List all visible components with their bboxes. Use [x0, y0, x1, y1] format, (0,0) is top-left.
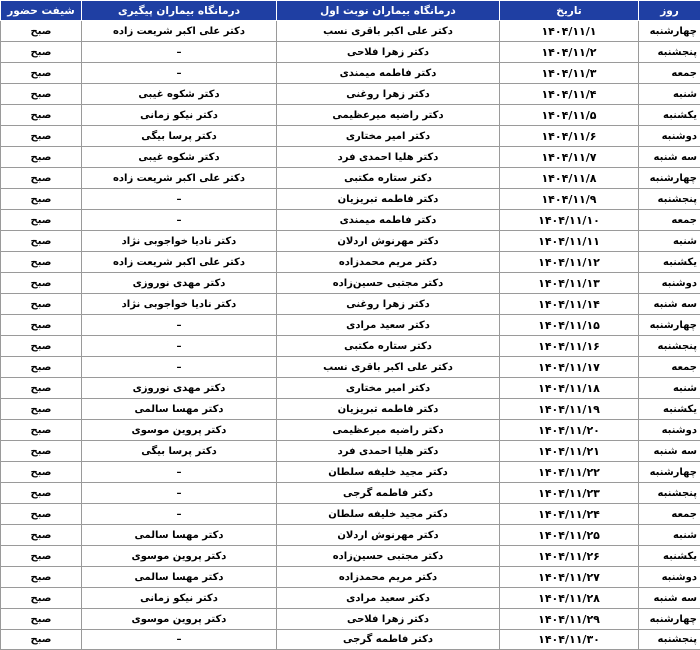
table-row	[1, 357, 700, 378]
table-body	[1, 21, 700, 650]
shift-cell: صبح	[1, 273, 82, 294]
day-cell: شنبه	[639, 231, 700, 252]
date-cell: ۱۴۰۴/۱۱/۱۴	[500, 294, 639, 315]
shift-cell: صبح	[1, 147, 82, 168]
follow-up-doctor-cell: –	[82, 42, 277, 63]
table-row	[1, 147, 700, 168]
first-visit-doctor-cell: دکتر علی اکبر باقری نسب	[277, 21, 500, 42]
table-row	[1, 315, 700, 336]
first-visit-doctor-cell: دکتر فاطمه میمندی	[277, 210, 500, 231]
first-visit-doctor-cell: دکتر فاطمه گرجی	[277, 483, 500, 504]
date-cell: ۱۴۰۴/۱۱/۲	[500, 42, 639, 63]
day-cell: یکشنبه	[639, 252, 700, 273]
day-cell: دوشنبه	[639, 273, 700, 294]
first-visit-doctor-cell: دکتر هلیا احمدی فرد	[277, 441, 500, 462]
date-cell: ۱۴۰۴/۱۱/۱۹	[500, 399, 639, 420]
shift-cell: صبح	[1, 21, 82, 42]
first-visit-doctor-cell: دکتر مجتبی حسین‌زاده	[277, 273, 500, 294]
first-visit-doctor-cell: دکتر مجید خلیفه سلطان	[277, 462, 500, 483]
date-cell: ۱۴۰۴/۱۱/۲۰	[500, 420, 639, 441]
day-cell: دوشنبه	[639, 420, 700, 441]
first-visit-doctor-cell: دکتر زهرا روغنی	[277, 294, 500, 315]
day-cell: پنجشنبه	[639, 336, 700, 357]
follow-up-doctor-cell: –	[82, 315, 277, 336]
follow-up-doctor-cell: دکتر علی اکبر شریعت زاده	[82, 21, 277, 42]
table-row	[1, 609, 700, 630]
table-row	[1, 567, 700, 588]
table-row	[1, 336, 700, 357]
follow-up-doctor-cell: دکتر نیکو زمانی	[82, 105, 277, 126]
day-cell: جمعه	[639, 357, 700, 378]
follow-up-doctor-cell: دکتر مهسا سالمی	[82, 399, 277, 420]
date-cell: ۱۴۰۴/۱۱/۱۱	[500, 231, 639, 252]
shift-cell: صبح	[1, 105, 82, 126]
first-visit-doctor-cell: دکتر راضیه میرعظیمی	[277, 105, 500, 126]
first-visit-doctor-cell: دکتر زهرا فلاحی	[277, 42, 500, 63]
day-cell: سه شنبه	[639, 588, 700, 609]
table-row	[1, 546, 700, 567]
date-cell: ۱۴۰۴/۱۱/۲۸	[500, 588, 639, 609]
first-visit-doctor-cell: دکتر ستاره مکتبی	[277, 336, 500, 357]
day-cell: پنجشنبه	[639, 42, 700, 63]
date-cell: ۱۴۰۴/۱۱/۶	[500, 126, 639, 147]
date-cell: ۱۴۰۴/۱۱/۲۵	[500, 525, 639, 546]
day-cell: شنبه	[639, 378, 700, 399]
follow-up-doctor-cell: –	[82, 189, 277, 210]
shift-cell: صبح	[1, 84, 82, 105]
table-row	[1, 42, 700, 63]
day-cell: شنبه	[639, 525, 700, 546]
day-cell: شنبه	[639, 84, 700, 105]
first-visit-doctor-cell: دکتر فاطمه گرجی	[277, 630, 500, 650]
table-header	[1, 1, 700, 21]
follow-up-doctor-cell: –	[82, 483, 277, 504]
follow-up-doctor-cell: –	[82, 210, 277, 231]
table-row	[1, 420, 700, 441]
first-visit-doctor-cell: دکتر سعید مرادی	[277, 315, 500, 336]
first-visit-doctor-cell: دکتر زهرا فلاحی	[277, 609, 500, 630]
follow-up-doctor-cell: –	[82, 504, 277, 525]
shift-cell: صبح	[1, 294, 82, 315]
date-cell: ۱۴۰۴/۱۱/۲۴	[500, 504, 639, 525]
follow-up-doctor-cell: دکتر پروین موسوی	[82, 609, 277, 630]
follow-up-doctor-cell: دکتر نیکو زمانی	[82, 588, 277, 609]
header-date: تاریخ	[500, 1, 639, 21]
shift-cell: صبح	[1, 525, 82, 546]
date-cell: ۱۴۰۴/۱۱/۸	[500, 168, 639, 189]
follow-up-doctor-cell: دکتر پرسا بیگی	[82, 126, 277, 147]
shift-cell: صبح	[1, 567, 82, 588]
shift-cell: صبح	[1, 588, 82, 609]
table-row	[1, 84, 700, 105]
follow-up-doctor-cell: دکتر پروین موسوی	[82, 546, 277, 567]
follow-up-doctor-cell: –	[82, 357, 277, 378]
date-cell: ۱۴۰۴/۱۱/۱	[500, 21, 639, 42]
table-row	[1, 588, 700, 609]
table-row	[1, 630, 700, 650]
table-row	[1, 231, 700, 252]
table-row	[1, 105, 700, 126]
first-visit-doctor-cell: دکتر راضیه میرعظیمی	[277, 420, 500, 441]
first-visit-doctor-cell: دکتر فاطمه تبریزیان	[277, 399, 500, 420]
shift-cell: صبح	[1, 168, 82, 189]
date-cell: ۱۴۰۴/۱۱/۳	[500, 63, 639, 84]
follow-up-doctor-cell: –	[82, 630, 277, 650]
shift-cell: صبح	[1, 126, 82, 147]
follow-up-doctor-cell: دکتر مهسا سالمی	[82, 525, 277, 546]
follow-up-doctor-cell: دکتر علی اکبر شریعت زاده	[82, 252, 277, 273]
table-row	[1, 21, 700, 42]
date-cell: ۱۴۰۴/۱۱/۱۰	[500, 210, 639, 231]
date-cell: ۱۴۰۴/۱۱/۳۰	[500, 630, 639, 650]
day-cell: جمعه	[639, 504, 700, 525]
first-visit-doctor-cell: دکتر مریم محمدزاده	[277, 252, 500, 273]
first-visit-doctor-cell: دکتر مجید خلیفه سلطان	[277, 504, 500, 525]
date-cell: ۱۴۰۴/۱۱/۱۶	[500, 336, 639, 357]
shift-cell: صبح	[1, 63, 82, 84]
table-row	[1, 63, 700, 84]
first-visit-doctor-cell: دکتر مریم محمدزاده	[277, 567, 500, 588]
table-row	[1, 504, 700, 525]
date-cell: ۱۴۰۴/۱۱/۲۱	[500, 441, 639, 462]
date-cell: ۱۴۰۴/۱۱/۱۲	[500, 252, 639, 273]
first-visit-doctor-cell: دکتر مهرنوش اردلان	[277, 231, 500, 252]
day-cell: چهارشنبه	[639, 21, 700, 42]
day-cell: چهارشنبه	[639, 315, 700, 336]
first-visit-doctor-cell: دکتر ستاره مکتبی	[277, 168, 500, 189]
table-row	[1, 462, 700, 483]
header-shift: شیفت حضور	[1, 1, 82, 21]
day-cell: جمعه	[639, 63, 700, 84]
day-cell: سه شنبه	[639, 294, 700, 315]
first-visit-doctor-cell: دکتر امیر مختاری	[277, 126, 500, 147]
shift-cell: صبح	[1, 252, 82, 273]
day-cell: جمعه	[639, 210, 700, 231]
shift-cell: صبح	[1, 189, 82, 210]
follow-up-doctor-cell: دکتر مهدی نوروزی	[82, 378, 277, 399]
day-cell: یکشنبه	[639, 105, 700, 126]
date-cell: ۱۴۰۴/۱۱/۲۷	[500, 567, 639, 588]
first-visit-doctor-cell: دکتر مهرنوش اردلان	[277, 525, 500, 546]
shift-cell: صبح	[1, 462, 82, 483]
table-row	[1, 441, 700, 462]
date-cell: ۱۴۰۴/۱۱/۱۷	[500, 357, 639, 378]
day-cell: چهارشنبه	[639, 609, 700, 630]
follow-up-doctor-cell: دکتر شکوه غیبی	[82, 84, 277, 105]
date-cell: ۱۴۰۴/۱۱/۲۲	[500, 462, 639, 483]
first-visit-doctor-cell: دکتر سعید مرادی	[277, 588, 500, 609]
shift-cell: صبح	[1, 546, 82, 567]
date-cell: ۱۴۰۴/۱۱/۱۸	[500, 378, 639, 399]
shift-cell: صبح	[1, 315, 82, 336]
shift-cell: صبح	[1, 399, 82, 420]
date-cell: ۱۴۰۴/۱۱/۲۹	[500, 609, 639, 630]
follow-up-doctor-cell: دکتر پروین موسوی	[82, 420, 277, 441]
day-cell: چهارشنبه	[639, 462, 700, 483]
follow-up-doctor-cell: دکتر مهسا سالمی	[82, 567, 277, 588]
date-cell: ۱۴۰۴/۱۱/۱۵	[500, 315, 639, 336]
first-visit-doctor-cell: دکتر علی اکبر باقری نسب	[277, 357, 500, 378]
date-cell: ۱۴۰۴/۱۱/۴	[500, 84, 639, 105]
day-cell: یکشنبه	[639, 399, 700, 420]
header-day: روز	[639, 1, 700, 21]
date-cell: ۱۴۰۴/۱۱/۲۳	[500, 483, 639, 504]
first-visit-doctor-cell: دکتر فاطمه میمندی	[277, 63, 500, 84]
shift-cell: صبح	[1, 357, 82, 378]
header-follow-up-clinic: درمانگاه بیماران پیگیری	[82, 1, 277, 21]
shift-cell: صبح	[1, 609, 82, 630]
shift-cell: صبح	[1, 441, 82, 462]
day-cell: چهارشنبه	[639, 168, 700, 189]
shift-cell: صبح	[1, 630, 82, 650]
follow-up-doctor-cell: –	[82, 63, 277, 84]
table-row	[1, 273, 700, 294]
shift-cell: صبح	[1, 210, 82, 231]
first-visit-doctor-cell: دکتر مجتبی حسین‌زاده	[277, 546, 500, 567]
day-cell: یکشنبه	[639, 546, 700, 567]
shift-cell: صبح	[1, 420, 82, 441]
first-visit-doctor-cell: دکتر هلیا احمدی فرد	[277, 147, 500, 168]
table-row	[1, 168, 700, 189]
follow-up-doctor-cell: –	[82, 462, 277, 483]
day-cell: دوشنبه	[639, 567, 700, 588]
shift-cell: صبح	[1, 378, 82, 399]
follow-up-doctor-cell: دکتر علی اکبر شریعت زاده	[82, 168, 277, 189]
shift-cell: صبح	[1, 483, 82, 504]
table-row	[1, 483, 700, 504]
first-visit-doctor-cell: دکتر فاطمه تبریزیان	[277, 189, 500, 210]
table-row	[1, 399, 700, 420]
follow-up-doctor-cell: –	[82, 336, 277, 357]
day-cell: دوشنبه	[639, 126, 700, 147]
date-cell: ۱۴۰۴/۱۱/۹	[500, 189, 639, 210]
day-cell: پنجشنبه	[639, 483, 700, 504]
date-cell: ۱۴۰۴/۱۱/۲۶	[500, 546, 639, 567]
follow-up-doctor-cell: دکتر پرسا بیگی	[82, 441, 277, 462]
table-row	[1, 252, 700, 273]
day-cell: پنجشنبه	[639, 630, 700, 650]
follow-up-doctor-cell: دکتر نادیا خواجوبی نژاد	[82, 231, 277, 252]
shift-cell: صبح	[1, 504, 82, 525]
day-cell: پنجشنبه	[639, 189, 700, 210]
table-row	[1, 210, 700, 231]
table-row	[1, 126, 700, 147]
follow-up-doctor-cell: دکتر نادیا خواجوبی نژاد	[82, 294, 277, 315]
day-cell: سه شنبه	[639, 441, 700, 462]
shift-cell: صبح	[1, 231, 82, 252]
shift-cell: صبح	[1, 336, 82, 357]
first-visit-doctor-cell: دکتر امیر مختاری	[277, 378, 500, 399]
day-cell: سه شنبه	[639, 147, 700, 168]
table-row	[1, 189, 700, 210]
table-row	[1, 525, 700, 546]
shift-cell: صبح	[1, 42, 82, 63]
header-row	[1, 1, 700, 21]
follow-up-doctor-cell: دکتر شکوه غیبی	[82, 147, 277, 168]
first-visit-doctor-cell: دکتر زهرا روغنی	[277, 84, 500, 105]
date-cell: ۱۴۰۴/۱۱/۱۳	[500, 273, 639, 294]
header-first-visit-clinic: درمانگاه بیماران نوبت اول	[277, 1, 500, 21]
table-row	[1, 378, 700, 399]
date-cell: ۱۴۰۴/۱۱/۵	[500, 105, 639, 126]
follow-up-doctor-cell: دکتر مهدی نوروزی	[82, 273, 277, 294]
date-cell: ۱۴۰۴/۱۱/۷	[500, 147, 639, 168]
table-row	[1, 294, 700, 315]
